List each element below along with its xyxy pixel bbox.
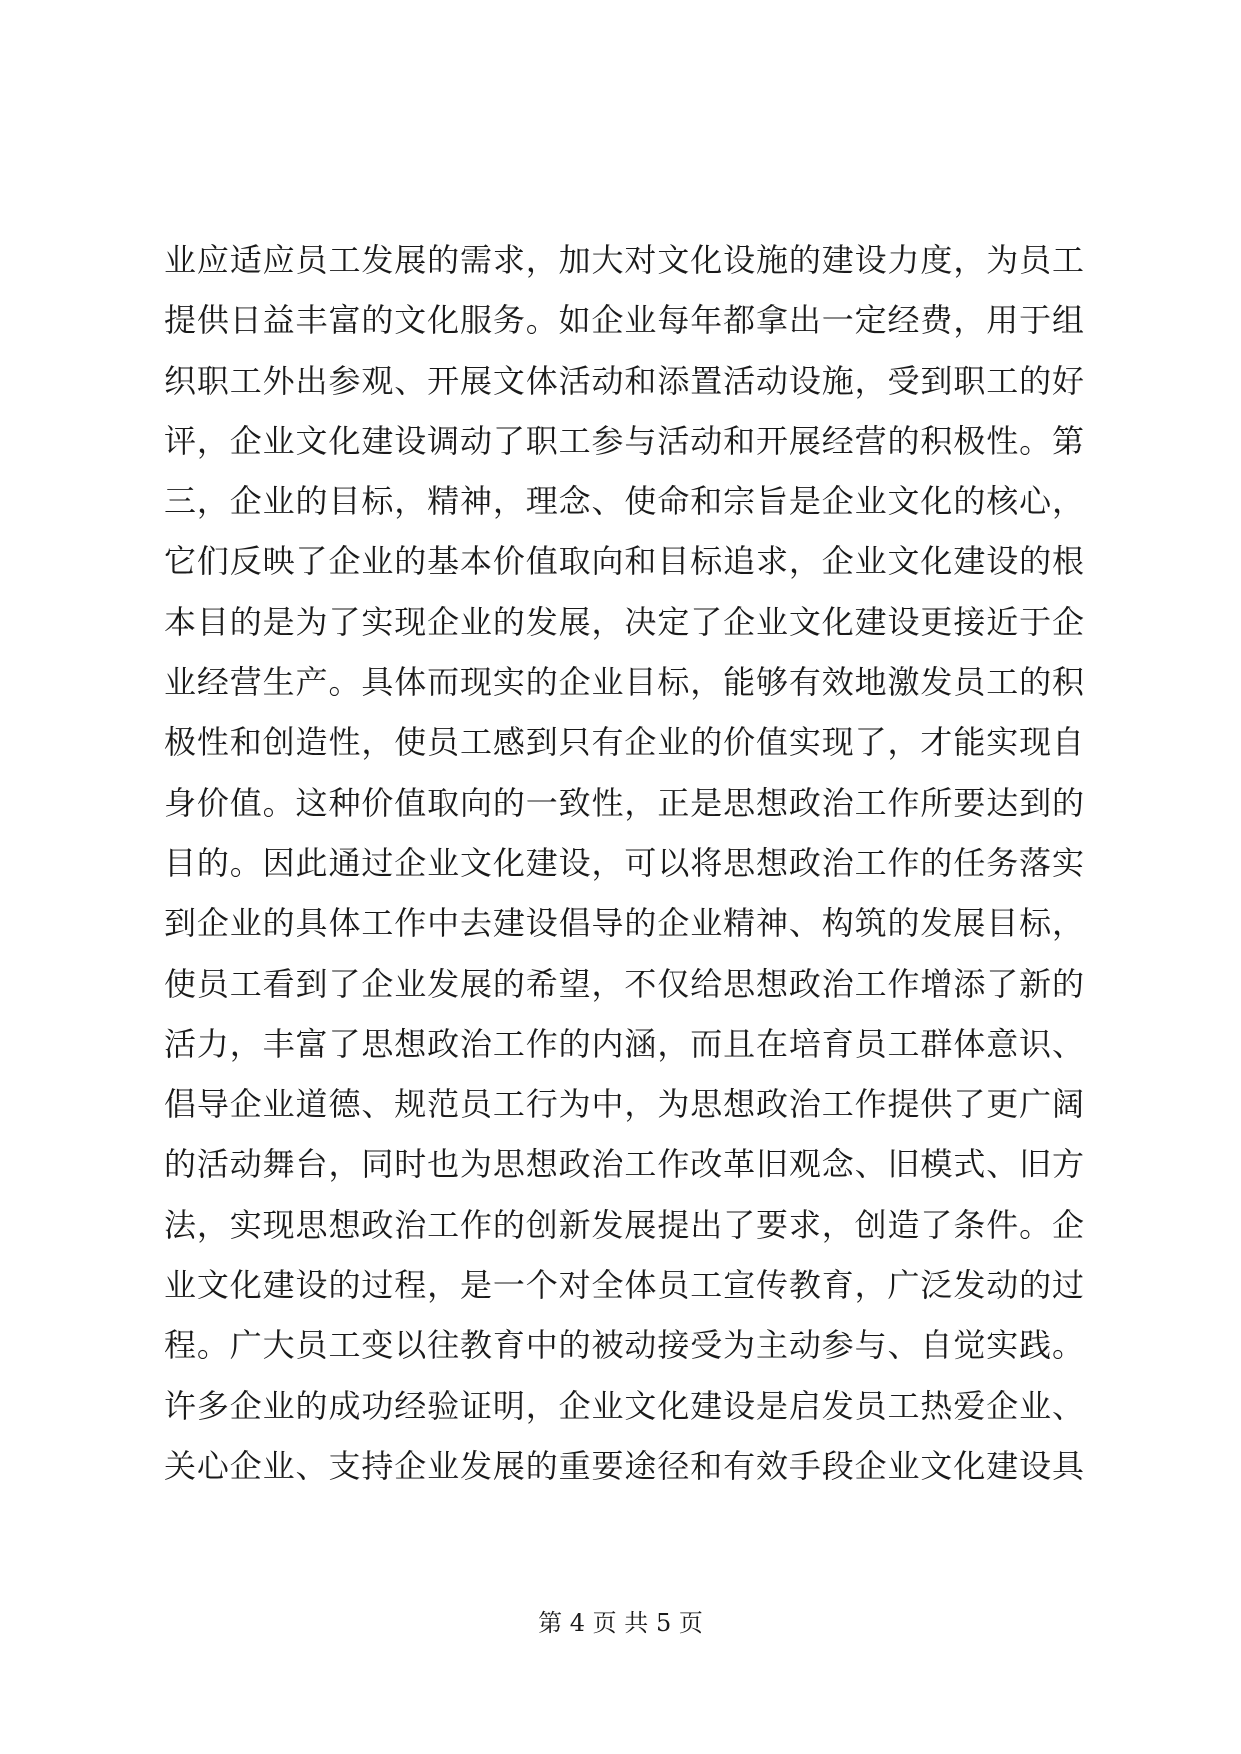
text-line: 活力，丰富了思想政治工作的内涵，而且在培育员工群体意识、: [164, 1024, 1084, 1063]
text-line: 它们反映了企业的基本价值取向和目标追求，企业文化建设的根: [164, 542, 1084, 581]
text-line: 关心企业、支持企业发展的重要途径和有效手段企业文化建设具: [164, 1446, 1084, 1485]
text-line: 极性和创造性，使员工感到只有企业的价值实现了，才能实现自: [164, 723, 1084, 762]
text-line: 评，企业文化建设调动了职工参与活动和开展经营的积极性。第: [164, 421, 1084, 460]
text-line: 本目的是为了实现企业的发展，决定了企业文化建设更接近于企: [164, 602, 1084, 641]
text-line: 三，企业的目标，精神，理念、使命和宗旨是企业文化的核心，: [164, 482, 1084, 521]
text-line: 身价值。这种价值取向的一致性，正是思想政治工作所要达到的: [164, 783, 1084, 822]
text-line: 业文化建设的过程，是一个对全体员工宣传教育，广泛发动的过: [164, 1266, 1084, 1305]
page-number-footer: 第 4 页 共 5 页: [538, 1609, 703, 1637]
text-line: 织职工外出参观、开展文体活动和添置活动设施，受到职工的好: [164, 361, 1084, 400]
text-line: 法，实现思想政治工作的创新发展提出了要求，创造了条件。企: [164, 1205, 1084, 1244]
text-line: 的活动舞台，同时也为思想政治工作改革旧观念、旧模式、旧方: [164, 1145, 1084, 1184]
text-line: 许多企业的成功经验证明，企业文化建设是启发员工热爱企业、: [164, 1386, 1084, 1425]
text-line: 业应适应员工发展的需求，加大对文化设施的建设力度，为员工: [164, 241, 1084, 279]
body-paragraph: [164, 230, 1084, 1496]
text-line: 到企业的具体工作中去建设倡导的企业精神、构筑的发展目标，: [164, 904, 1084, 943]
text-line: 程。广大员工变以往教育中的被动接受为主动参与、自觉实践。: [164, 1326, 1084, 1365]
text-line: 倡导企业道德、规范员工行为中，为思想政治工作提供了更广阔: [164, 1085, 1084, 1124]
text-line: 提供日益丰富的文化服务。如企业每年都拿出一定经费，用于组: [164, 301, 1084, 340]
text-line: 业经营生产。具体而现实的企业目标，能够有效地激发员工的积: [164, 663, 1084, 702]
text-line: 使员工看到了企业发展的希望，不仅给思想政治工作增添了新的: [164, 964, 1084, 1003]
text-line: 目的。因此通过企业文化建设，可以将思想政治工作的任务落实: [164, 843, 1084, 882]
